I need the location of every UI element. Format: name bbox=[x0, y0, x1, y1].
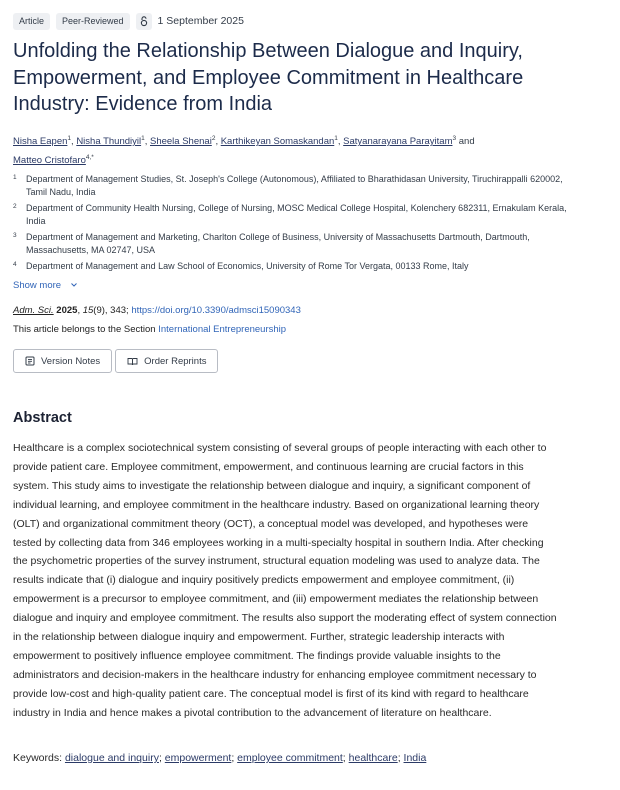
affiliation-list bbox=[13, 173, 573, 277]
keyword-link[interactable]: dialogue and inquiry bbox=[64, 752, 159, 764]
article-title: Unfolding the Relationship Between Dialogue and Inquiry, Empowerment, and Employee Commitment in Healthcare Industry: Evidence from India bbox=[13, 40, 524, 115]
affiliation-item bbox=[13, 231, 573, 256]
affiliation-item bbox=[13, 173, 573, 198]
author-separator: , bbox=[337, 136, 344, 148]
affiliation-text: Department of Management and Law School of Economics, University of Rome Tor Vergata, 00133 Rome, Italy bbox=[26, 261, 469, 271]
keyword-link[interactable]: healthcare bbox=[348, 752, 398, 764]
version-notes-button[interactable] bbox=[13, 349, 112, 373]
author-separator: , bbox=[71, 136, 77, 148]
keyword-link[interactable]: employee commitment bbox=[237, 752, 343, 764]
author-link[interactable]: Nisha Thundiyil bbox=[76, 136, 142, 148]
author-affiliation-sup: 3 bbox=[452, 135, 457, 142]
version-notes-label: Version Notes bbox=[41, 355, 101, 367]
open-access-lock-icon bbox=[136, 13, 152, 30]
citation-issue-pages: (9), 343; bbox=[93, 305, 129, 316]
author-entry bbox=[76, 136, 150, 147]
author-link[interactable]: Sheela Shenai bbox=[150, 136, 212, 148]
abstract-text: Healthcare is a complex sociotechnical system consisting of several groups of people interacting with each other to provide patient care. Employee commitment, empowerment, and continuous learning are crucial factors in this system. This study aims to investigate the relationship between dialogue and inquiry, a significant component of individual learning, and employee commitment in the healthcare industry. Based on organizational learning theory (OLT) and organizational commitment theory (OCT), a conceptual model was developed, and hypotheses were tested by collecting data from 346 employees working in a multi-specialty hospital in southern India. After checking the psychometric properties of the survey instrument, structural equation modeling was used to analyze data. The results indicate that (i) dialogue and inquiry positively predicts empowerment and employee commitment, (ii) empowerment is a precursor to employee commitment, and (iii) empowerment mediates the relationship between dialogue and inquiry and employee commitment. The results also support the moderating effect of system connection in the relationship between dialogue inquiry and empowerment. Further, strategic leadership interacts with empowerment to positively influence employee commitment. The findings provide valuable insights to the administrators and decision-makers in the healthcare industry for enhancing employee commitment necessary to provide low-cost and high-quality patient care. The conceptual model is first of its kind with regard to healthcare industry in India and hence makes a pivotal contribution to the advancement of literature on healthcare. bbox=[13, 442, 557, 719]
affiliation-item bbox=[13, 260, 573, 273]
order-reprints-button[interactable] bbox=[115, 349, 218, 373]
citation-volume: 15 bbox=[82, 305, 94, 316]
show-more-toggle[interactable] bbox=[13, 280, 78, 291]
chevron-down-icon bbox=[70, 282, 78, 288]
author-separator: and bbox=[456, 136, 475, 148]
author-affiliation-sup: 1 bbox=[334, 135, 338, 142]
author-separator: , bbox=[215, 136, 221, 148]
section-prefix: This article belongs to the Section bbox=[13, 324, 156, 335]
author-link[interactable]: Satyanarayana Parayitam bbox=[343, 136, 453, 148]
affiliation-text: Department of Management and Marketing, Charlton College of Business, University of Massachusetts Dartmouth, Dartmouth, Massachusetts, MA 02747, USA bbox=[26, 232, 530, 255]
affiliation-text: Department of Management Studies, St. Joseph's College (Autonomous), Affiliated to Bharathidasan University, Tiruchirappalli 620002, Tamil Nadu, India bbox=[26, 174, 563, 197]
article-meta-row bbox=[13, 11, 244, 31]
doi-link[interactable]: https://doi.org/10.3390/admsci15090343 bbox=[131, 305, 301, 316]
journal-abbrev[interactable]: Adm. Sci. bbox=[13, 305, 54, 316]
affiliation-item bbox=[13, 202, 573, 227]
article-section bbox=[13, 324, 286, 335]
publication-date: 1 September 2025 bbox=[157, 15, 244, 27]
affiliation-number: 3 bbox=[13, 232, 17, 239]
badge-article-type: Article bbox=[13, 13, 50, 30]
author-affiliation-sup: 4,* bbox=[85, 154, 94, 162]
author-separator: , bbox=[144, 136, 150, 148]
show-more-label: Show more bbox=[13, 280, 62, 291]
keywords-line: Keywords: dialogue and inquiry; empowerment; employee commitment; healthcare; India bbox=[13, 752, 427, 764]
article-actions bbox=[13, 349, 221, 373]
section-link[interactable]: International Entrepreneurship bbox=[158, 324, 287, 335]
affiliation-text: Department of Community Health Nursing, College of Nursing, MOSC Medical College Hospital, Kolenchery 682311, Ernakulam Kerala, India bbox=[26, 203, 567, 226]
citation-line bbox=[13, 305, 301, 316]
author-entry bbox=[13, 136, 76, 147]
citation-year: 2025 bbox=[56, 305, 78, 316]
affiliation-number: 1 bbox=[13, 174, 17, 181]
keywords-label: Keywords: bbox=[13, 752, 63, 764]
author-affiliation-sup: 1 bbox=[67, 135, 72, 142]
badge-peer-reviewed: Peer-Reviewed bbox=[56, 13, 130, 30]
citation-comma: , bbox=[77, 305, 83, 316]
keyword-link[interactable]: empowerment bbox=[164, 752, 232, 764]
author-link[interactable]: Nisha Eapen bbox=[13, 136, 68, 148]
author-link[interactable]: Karthikeyan Somaskandan bbox=[220, 136, 335, 148]
affiliation-number: 4 bbox=[13, 261, 17, 268]
author-link[interactable]: Matteo Cristofaro bbox=[13, 155, 86, 167]
author-entry bbox=[221, 136, 343, 147]
author-affiliation-sup: 2 bbox=[211, 135, 216, 142]
author-entry bbox=[150, 136, 221, 147]
order-reprints-label: Order Reprints bbox=[144, 355, 207, 367]
keyword-link[interactable]: India bbox=[403, 752, 427, 764]
abstract-heading: Abstract bbox=[13, 410, 72, 426]
author-entry bbox=[13, 155, 94, 166]
affiliation-number: 2 bbox=[13, 203, 17, 210]
notes-icon bbox=[25, 356, 35, 366]
author-affiliation-sup: 1 bbox=[141, 135, 145, 142]
author-entry bbox=[343, 136, 474, 147]
book-open-icon bbox=[127, 357, 138, 366]
author-list bbox=[13, 131, 513, 169]
